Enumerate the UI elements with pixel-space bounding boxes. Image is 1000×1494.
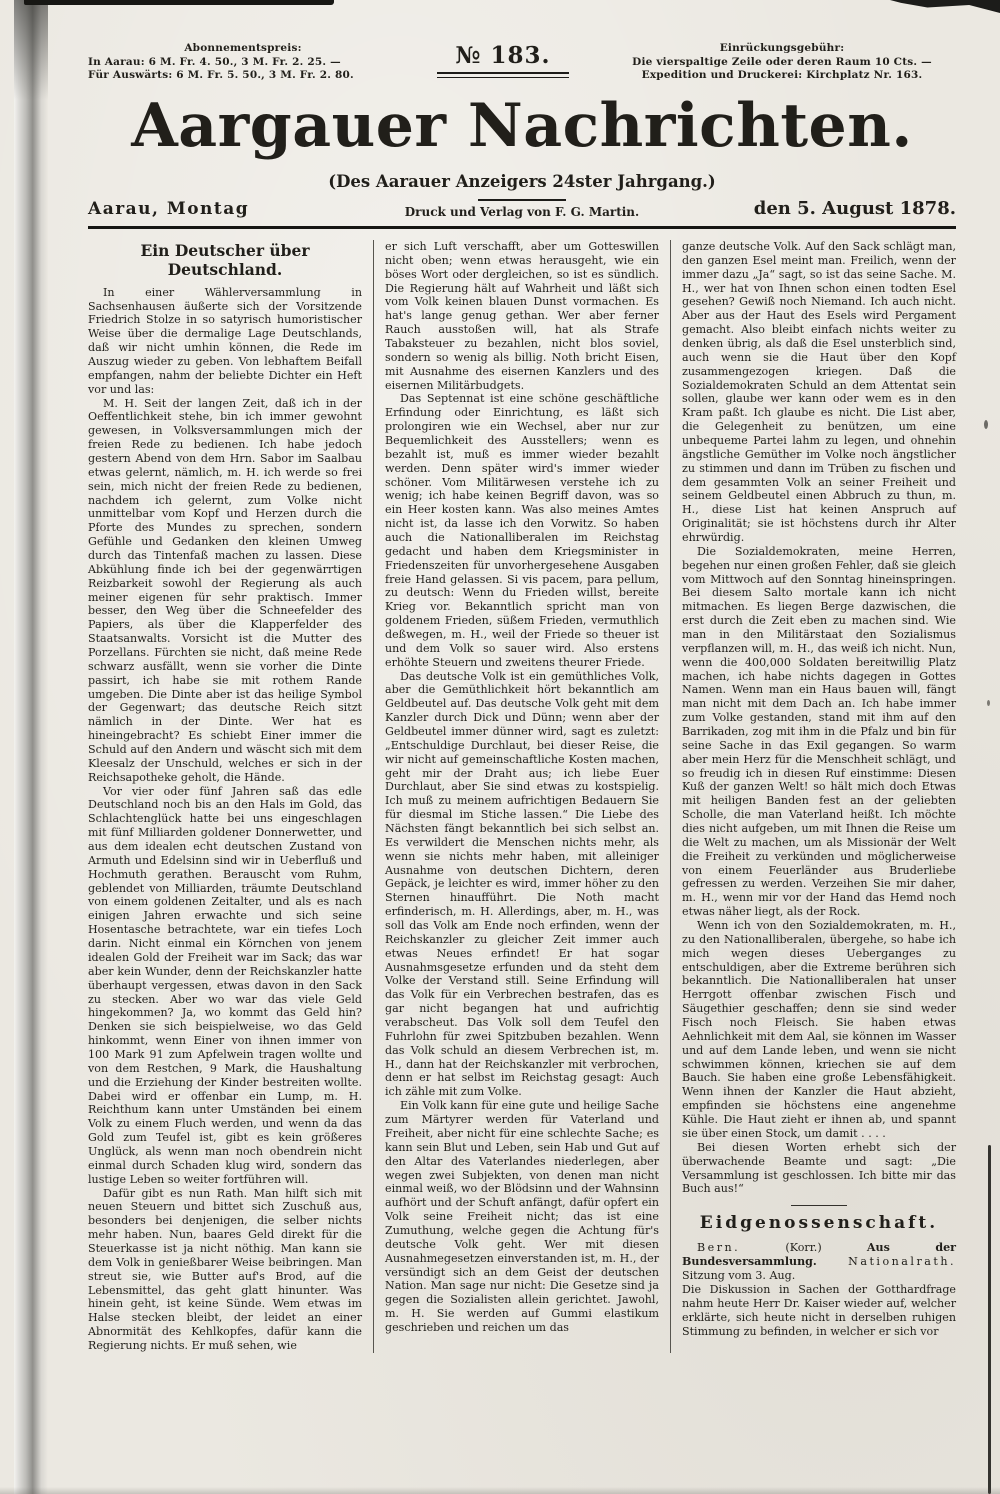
scan-artifact-right-edge — [988, 1145, 991, 1494]
body-paragraph: Bei diesen Worten erhebt sich der überwachende Beamte und sagt: „Die Versammlung ist geschlossen. Ich bitte mir das Buch aus!“ — [682, 1140, 956, 1196]
body-paragraph: Dafür gibt es nun Rath. Man hilft sich mit neuen Steuern und bittet sich Zuschuß aus, besonders bei denjenigen, die selber nichts mehr haben. Nun, baares Geld direkt für die Steuerkasse ist ja nicht nöthig. Man kann sie dem Volk in genießbarer Weise beibringen. Man streut sie, wie Butter auf's Brod, auf die Lebensmittel, das geht glatt hinunter. Was hinein geht, ist keine Sünde. Wem etwas im Halse stecken bleibt, der leidet an einer Abnormität des Kehlkopfes, dafür kann die Regierung nichts. Er muß sehen, wie — [88, 1186, 362, 1352]
body-paragraph: Wenn ich von den Sozialdemokraten, m. H., zu den Nationalliberalen, übergehe, so habe ich mich wegen dieses Ueberganges zu entschuldigen, aber die Extreme berühren sich bekanntlich. Die Nationalliberalen hat unser Herrgott offenbar zwischen Fisch und Säugethier geschaffen; denn sie sind weder Fisch noch Fleisch. Sie haben etwas Aehnlichkeit mit dem Aal, sie können im Wasser und auf dem Lande leben, und wenn sie nicht schwimmen können, kriechen sie auf dem Bauch. Sie haben eine große Lebensfähigkeit. Wenn ihnen der Kanzler die Haut abzieht, empfinden sie höchstens eine angenehme Kühle. Die Haut zieht er ihnen ab, und spannt sie über einen Stock, um damit . . . . — [682, 919, 956, 1140]
header-row — [88, 42, 956, 83]
imprint-block — [388, 193, 656, 219]
insertion-fee-line1: Die vierspaltige Zeile oder deren Raum 10 Cts. — — [632, 55, 932, 68]
insertion-fee-block — [608, 42, 956, 83]
insertion-fee-line2: Expedition und Druckerei: Kirchplatz Nr. 163. — [641, 69, 923, 82]
body-paragraph: Das Septennat ist eine schöne geschäftliche Erfindung oder Einrichtung, es läßt sich prolongiren wie ein Wechsel, aber nur zur Bequemlichkeit des Ausstellers; wenn es bezahlt ist, muß es immer wieder bezahlt werden. Denn später wird's immer wieder schöner. Vom Militärwesen verstehe ich zu wenig; ich habe keinen Begriff davon, was so ein Heer kosten kann. Was also meines Amtes nicht ist, da lasse ich den Vorwitz. So haben auch die Nationalliberalen im Reichstag gedacht und haben dem Kriegsminister in Friedenszeiten für unvorhergesehene Ausgaben freie Hand gelassen. Si vis pacem, para pellum, zu deutsch: Wenn du Frieden willst, bereite Krieg vor. Bekanntlich spricht man von goldenem Frieden, süßem Frieden, vermuthlich deßwegen, m. H., weil der Friede so theuer ist und dem Volk so sauer wird. Also erstens erhöhte Steuern und zweitens theurer Friede. — [385, 392, 659, 669]
issue-number-block — [398, 42, 608, 78]
imprint-rule — [478, 199, 566, 201]
subscription-price-block — [88, 42, 398, 83]
subscription-price-title: Abonnementspreis: — [184, 42, 302, 54]
binding-shadow — [14, 0, 48, 1494]
dateline-place: Aarau, Montag — [88, 198, 250, 219]
dateline-row — [88, 193, 956, 219]
scan-speck — [987, 700, 990, 706]
article-columns — [88, 240, 956, 1353]
column-3 — [670, 240, 956, 1353]
subscription-price-line1: In Aarau: 6 M. Fr. 4. 50., 3 M. Fr. 2. 25. — — [88, 55, 341, 68]
correspondence-rest: Sitzung vom 3. Aug. — [682, 1269, 796, 1283]
column-1 — [88, 240, 362, 1353]
section-headline: Eidgenossenschaft. — [699, 1213, 939, 1234]
scan-artifact-top — [24, 0, 334, 5]
correspondence-body-label: Nationalrath. — [848, 1255, 956, 1269]
body-paragraph: M. H. Seit der langen Zeit, daß ich in der Oeffentlichkeit stehe, bin ich immer gewohnt gewesen, in Volksversammlungen mich der freien Rede zu bedienen. Ich habe jedoch gestern Abend von dem Hrn. Sabor im Saalbau etwas gelernt, nämlich, m. H. ich werde so frei sein, mich nicht der freien Rede zu bedienen, nachdem ich gelernt, zum Volke nicht unmittelbar vom Kopf und Herzen durch die Pforte des Mundes zu sprechen, sondern Gefühle und Gedanken den kleinen Umweg durch das Tintenfaß machen zu lassen. Diese Abkühlung finde ich bei der gegenwärrtigen Reizbarkeit sowohl der Regierung als auch meiner eigenen für sehr praktisch. Immer besser, den Weg über die Schneefelder des Papiers, als über die Klapperfelder des Staatsanwalts. Vorsicht ist die Mutter des Porzellans. Fürchten sie nicht, daß meine Rede schwarz ausfällt, wenn sie vorher die Dinte passirt, ich habe sie mit rothem Rande umgeben. Die Dinte aber ist das heilige Symbol der Gegenwart; das deutsche Reich sitzt nämlich in der Dinte. Wer hat es hineingebracht? Es schiebt Einer immer die Schuld auf den Andern und wäscht sich mit dem Kleesalz der Unschuld, welches er sich in der Reichsapotheke geholt, die Hände. — [88, 396, 362, 784]
page-content — [88, 42, 956, 1353]
column-2 — [373, 240, 659, 1353]
correspondence-place: Bern. — [697, 1241, 741, 1255]
body-paragraph: ganze deutsche Volk. Auf den Sack schlägt man, den ganzen Esel meint man. Freilich, wenn der immer dazu „Ja“ sagt, so ist das seine Sache. M. H., wer hat von Ihnen schon einen todten Esel gesehen? Gewiß noch Niemand. Ich auch nicht. Aber aus der Haut des Esels wird Pergament gemacht. Also bleibt einfach nichts weiter zu denken übrig, als daß die Esel unsterblich sind, auch wenn sie die Haut über den Kopf zusammengezogen kriegen. Daß die Sozialdemokraten Schuld an dem Attentat sein sollen, glaube wer kann oder wem es in den Kram paßt. Ich glaube es nicht. Die List aber, die Gelegenheit zu benützen, um eine unbequeme Partei lahm zu legen, und ohnehin ängstliche Gemüther im Volke noch ängstlicher zu stimmen und dann im Trüben zu fischen und dem gesammten Volk an seiner Freiheit und seinem Geldbeutel einen Abbruch zu thun, m. H., diese List hat keinen Anspruch auf Originalität; sie ist höchstens durch ihr Alter ehrwürdig. — [682, 239, 956, 544]
scan-artifact-top-right — [890, 0, 1000, 13]
body-paragraph: Ein Volk kann für eine gute und heilige Sache zum Märtyrer werden für Vaterland und Freiheit, aber nicht für eine schlechte Sache; es kann sein Blut und Leben, sein Hab und Gut auf den Altar des Vaterlandes niederlegen, aber wegen zwei Subjekten, von denen man nicht einmal weiß, wo der Blödsinn und der Wahnsinn aufhört und der Schuft anfängt, dafür opfert ein Volk seine Freiheit nicht; das ist eine Zumuthung, welche gegen die Achtung für's deutsche Volk geht. Wer mit diesen Ausnahmegesetzen einverstanden ist, m. H., der versündigt sich an dem Geist der deutschen Nation. Man sage nur nicht: Die Gesetze sind ja gegen die Sozialisten allein gerichtet. Jawohl, m. H. Sie werden auf Gummi elastikum geschrieben und reichen um das — [385, 1099, 659, 1334]
newspaper-title: Aargauer Nachrichten. — [131, 90, 913, 161]
article-headline: Ein Deutscher über Deutschland. — [140, 240, 310, 280]
scan-speck — [984, 420, 988, 429]
body-paragraph: Die Diskussion in Sachen der Gotthardfrage nahm heute Herr Dr. Kaiser wieder auf, welcher erklärte, sich heute nicht in derselben ruhigen Stimmung zu befinden, in welcher er sich vor — [682, 1283, 956, 1338]
correspondence-lead: Aus der Bundesversammlung. — [682, 1241, 957, 1269]
body-paragraph: Das deutsche Volk ist ein gemüthliches Volk, aber die Gemüthlichkeit hört bekanntlich am Geldbeutel auf. Das deutsche Volk geht mit dem Kanzler durch Dick und Dünn; wenn aber der Geldbeutel immer dünner wird, sagt es zuletzt: „Entschuldige Durchlaut, bei dieser Reise, die wir nicht auf gemeinschaftliche Kosten machen, geht mir der Draht aus; ich liebe Euer Durchlaut, aber Sie sind etwas zu kostspielig. Ich muß zu meinem aufrichtigen Bedauern Sie für diesmal im Stiche lassen.“ Die Liebe des Nächsten fängt bekanntlich bei sich selbst an. Es verwildert die Menschen nichts mehr, als wenn sie nichts mehr haben, mit alleiniger Ausnahme von deutschen Dichtern, deren Gepäck, je leichter es wird, immer höher zu den Sternen hinaufführt. Die Noth macht erfinderisch, m. H. Allerdings, aber, m. H., was soll das Volk am Ende noch erfinden, wenn der Reichskanzler zu gleicher Zeit immer auch etwas Neues erfindet! Er hat sogar Ausnahmsgesetze erfunden und da steht dem Volke der Verstand still. Seine Erfindung will das Volk für ein Verbrechen bestrafen, das es gar nicht begangen hat und aufrichtig verabscheut. Das Volk soll dem Teufel den Fuhrlohn für zwei Spitzbuben bezahlen. Wenn das Volk schuld an diesem Verbrechen ist, m. H., dann hat der Reichskanzler mit verbrochen, denn er hat selbst im Reichstag gesagt: Auch ich zähle mit zum Volke. — [385, 669, 659, 1099]
issue-number-rule — [437, 72, 569, 78]
body-paragraph: Vor vier oder fünf Jahren saß das edle Deutschland noch bis an den Hals im Gold, das Schlachtenglück hatte bei uns eingeschlagen mit fünf Milliarden goldener Donnerwetter, und aus dem idealen echt deutschen Zustand von Armuth und Edelsinn sind wir in Ueberfluß und Hochmuth gerathen. Berauscht vom Ruhm, geblendet von Milliarden, träumte Deutschland von einem goldenen Zeitalter, und als es nach einigen Jahren erwachte und sich seine Hosentasche betrachtete, war ein tiefes Loch darin. Nicht einmal ein Körnchen von jenem idealen Gold der Freiheit war im Sack; das war aber kein Wunder, denn der Reichskanzler hatte überhaupt vergessen, etwas davon in den Sack zu stecken. Aber wo war das viele Geld hingekommen? Ja, wo kommt das Geld hin? Denken sie sich beispielweise, wo das Geld hinkommt, wenn Einer von ihnen immer von 100 Mark 91 zum Apfelwein tragen wollte und von dem Restchen, 9 Mark, die Haushaltung und die Erziehung der Kinder bestreiten wollte. Dabei wird er offenbar ein Lump, m. H. Reichthum kann unter Umständen bei einem Volk zu einem Fluch werden, und wenn da das Gold zum Teufel ist, gibt es kein größeres Unglück, als wenn man noch obendrein nicht einmal durch Schaden klug wird, sondern das lustige Leben so weiter fortführen will. — [88, 784, 362, 1186]
scan-artifact-bottom — [0, 1487, 1000, 1494]
imprint: Druck und Verlag von F. G. Martin. — [404, 204, 640, 219]
correspondence-tag: (Korr.) — [785, 1241, 822, 1255]
body-paragraph: er sich Luft verschafft, aber um Gotteswillen nicht oben; wenn etwas herausgeht, wie ein böses Wort oder dergleichen, so ist es sündlich. Die Regierung hält auf Wahrheit und läßt sich vom Volk keinen blauen Dunst vormachen. Es hat's lange genug gethan. Wer aber ferner Rauch ausstoßen will, hat als Strafe Tabaksteuer zu bezahlen, nicht blos soviel, sondern so wenig als billig. Noth bricht Eisen, mit Ausnahme des eisernen Kanzlers und des eisernen Militärbudgets. — [385, 239, 659, 392]
section-divider-rule — [791, 1205, 847, 1206]
insertion-fee-title: Einrückungsgebühr: — [719, 42, 845, 54]
subscription-price-line2: Für Auswärts: 6 M. Fr. 5. 50., 3 M. Fr. 2. 80. — [88, 69, 354, 82]
body-paragraph: Die Sozialdemokraten, meine Herren, begehen nur einen großen Fehler, daß sie gleich vom Mittwoch auf den Sonntag hineinspringen. Bei diesem Salto mortale kann ich nicht mitmachen. Es liegen Berge dazwischen, die erst durch die Zeit eben zu machen sind. Wie man in den Militärstaat den Sozialismus verpflanzen will, m. H., das weiß ich nicht. Nun, wenn die 400,000 Soldaten bereitwillig Platz machen, ich habe nichts dagegen in Gottes Namen. Wenn man ein Haus bauen will, fängt man nicht mit dem Dach an. Ich habe immer zum Volke gestanden, stand mit ihm auf den Barrikaden, zog mit ihm in die Pfalz und bin für seine Sache in das Exil gegangen. So warm aber mein Herz für die Menschheit schlägt, und so freudig ich in diesen Ruf einstimme: Diesen Kuß der ganzen Welt! so hält mich doch Etwas mit heiligen Banden fest an der geliebten Scholle, die man Vaterland heißt. Ich möchte dies nicht aufgeben, um mit Ihnen die Reise um die Welt zu machen, um als Missionär der Welt die Freiheit zu verkünden und möglicherweise von einem Feuerländer aus Bruderliebe gefressen zu werden. Verzeihen Sie mir daher, m. H., wenn mir vor der Hand das Hemd noch etwas näher liegt, als der Rock. — [682, 544, 956, 919]
issue-number: № 183. — [455, 42, 551, 69]
correspondence-lead-paragraph — [682, 1241, 956, 1283]
body-paragraph: In einer Wählerversammlung in Sachsenhausen äußerte sich der Vorsitzende Friedrich Stolze in so satyrisch humoristischer Weise über die dermalige Lage Deutschlands, daß wir nicht umhin können, die Rede im Auszug wieder zu geben. Von lebhaftem Beifall empfangen, nahm der beliebte Dichter ein Heft vor und las: — [88, 285, 362, 396]
masthead-rule — [88, 226, 956, 229]
newspaper-subtitle: (Des Aarauer Anzeigers 24ster Jahrgang.) — [328, 171, 716, 191]
dateline-date: den 5. August 1878. — [753, 197, 956, 219]
